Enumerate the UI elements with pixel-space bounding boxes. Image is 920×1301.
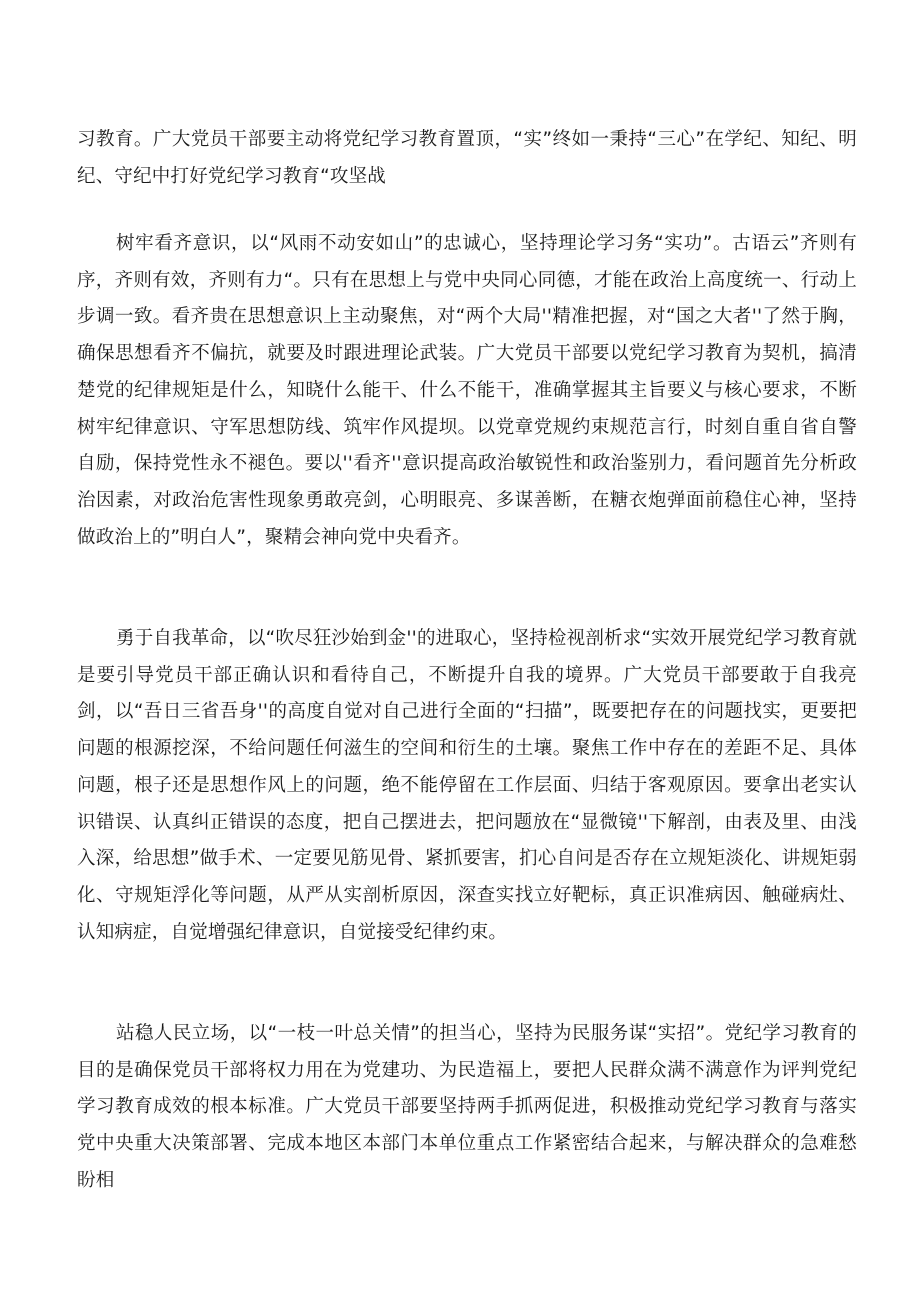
paragraph-self-revolution: 勇于自我革命，以“吹尽狂沙始到金''的进取心，坚持检视剖析求“实效开展党纪学习教育就是要引导党员干部正确认识和看待自己，不断提升自我的境界。广大党员干部要敢于自我亮剑，以“吾日三省吾身''的高度自觉对自己进行全面的“扫描”，既要把存在的问题找实，更要把问题的根源挖深，不给问题任何滋生的空间和衍生的土壤。聚焦工作中存在的差距不足、具体问题，根子还是思想作风上的问题，绝不能停留在工作层面、归结于客观原因。要拿出老实认识错误、认真纠正错误的态度，把自己摆进去，把问题放在“显微镜''下解剖，由表及里、由浅入深，给思想”做手术、一定要见筋见骨、紧抓要害，扪心自问是否存在立规矩淡化、讲规矩弱化、守规矩浮化等问题，从严从实剖析原因，深查实找立好靶标，真正识准病因、触碰病灶、认知病症，自觉增强纪律意识，自觉接受纪律约束。 (77, 628, 857, 943)
paragraph-political-alignment: 树牢看齐意识，以“风雨不动安如山”的忠诚心，坚持理论学习务“实功”。古语云”齐则有序，齐则有效，齐则有力“。只有在思想上与党中央同心同德，才能在政治上高度统一、行动上步调一致。看齐贵在思想意识上主动聚焦，对“两个大局''精准把握，对“国之大者''了然于胸，确保思想看齐不偏抗，就要及时跟进理论武装。广大党员干部要以党纪学习教育为契机，搞清楚党的纪律规矩是什么，知晓什么能干、什么不能干，准确掌握其主旨要义与核心要求，不断树牢纪律意识、守军思想防线、筑牢作风提坝。以党章党规约束规范言行，时刻自重自省自警自励，保持党性永不褪色。要以''看齐''意识提高政治敏锐性和政治鉴别力，看问题首先分析政治因素，对政治危害性现象勇敢亮剑，心明眼亮、多谋善断，在糖衣炮弹面前稳住心神，坚持做政治上的”明白人”，聚精会神向党中央看齐。 (77, 233, 857, 548)
paragraph-people-stance: 站稳人民立场，以“一枝一叶总关情”的担当心，坚持为民服务谋“实招”。党纪学习教育的目的是确保党员干部将权力用在为党建功、为民造福上，要把人民群众满不满意作为评判党纪学习教育成效的根本标准。广大党员干部要坚持两手抓两促进，积极推动党纪学习教育与落实党中央重大决策部署、完成本地区本部门本单位重点工作紧密结合起来，与解决群众的急难愁盼相 (77, 1023, 857, 1191)
paragraph-continuation: 习教育。广大党员干部要主动将党纪学习教育置顶，“实”终如一秉持“三心”在学纪、知纪、明纪、守纪中打好党纪学习教育“攻坚战 (77, 129, 857, 187)
